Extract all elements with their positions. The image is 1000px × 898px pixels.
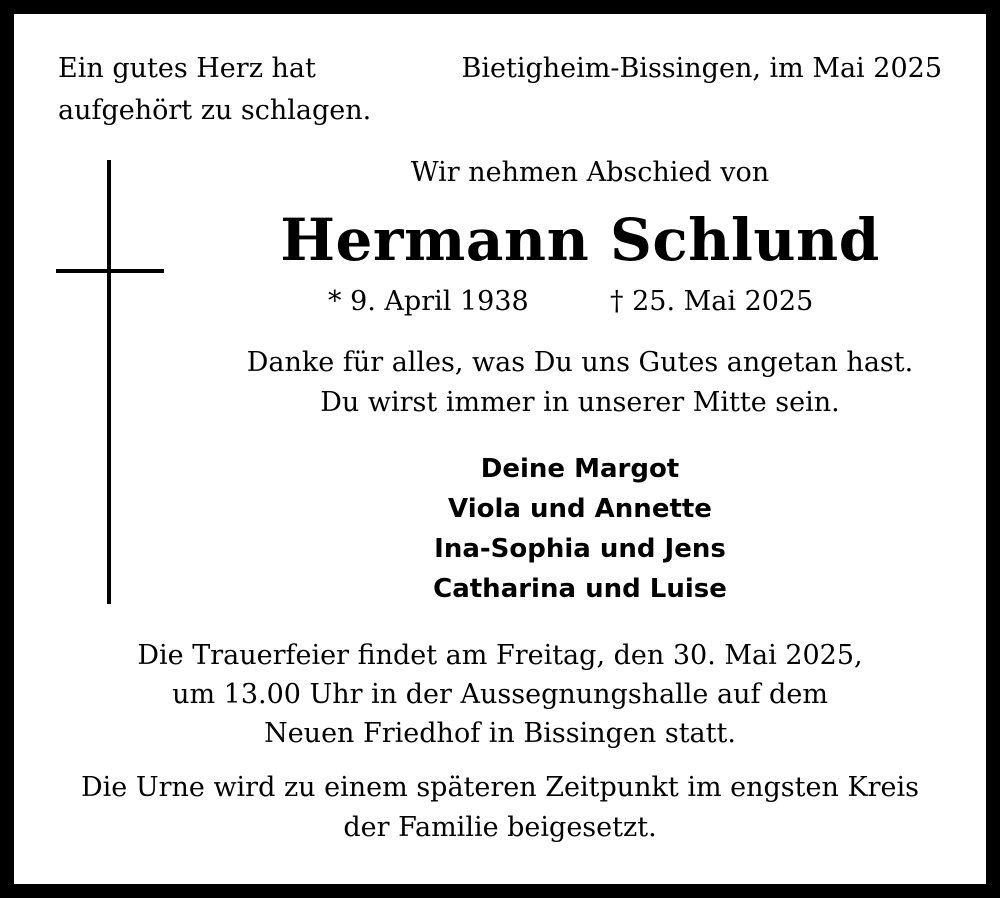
place-date: Bietigheim-Bissingen, im Mai 2025 — [461, 53, 942, 84]
thanks-text — [190, 343, 970, 423]
urn-line-2: der Familie beigesetzt. — [343, 812, 657, 843]
deceased-name: Hermann Schlund — [280, 206, 880, 274]
family-signatures — [330, 449, 830, 609]
service-line-2: um 13.00 Uhr in der Aussegnungshalle auf dem — [172, 679, 828, 710]
birth-date: * 9. April 1938 — [328, 286, 529, 317]
family-line-3: Ina-Sophia und Jens — [434, 534, 726, 564]
thanks-line-1: Danke für alles, was Du uns Gutes angetan hast. — [246, 347, 914, 378]
thanks-line-2: Du wirst immer in unserer Mitte sein. — [320, 387, 840, 418]
cross-icon — [56, 160, 166, 604]
service-line-3: Neuen Friedhof in Bissingen statt. — [264, 718, 736, 749]
motto-line-1: Ein gutes Herz hat — [58, 53, 316, 84]
family-line-1: Deine Margot — [480, 454, 680, 484]
motto-line-2: aufgehört zu schlagen. — [58, 95, 372, 126]
urn-info — [0, 768, 1000, 848]
intro-text: Wir nehmen Abschied von — [410, 157, 770, 188]
family-line-4: Catharina und Luise — [433, 574, 727, 604]
family-line-2: Viola und Annette — [448, 494, 712, 524]
service-info — [0, 636, 1000, 753]
motto — [58, 48, 371, 132]
cross-horizontal-bar — [56, 269, 164, 273]
death-date: † 25. Mai 2025 — [610, 286, 814, 317]
service-line-1: Die Trauerfeier findet am Freitag, den 30. Mai 2025, — [137, 640, 863, 671]
urn-line-1: Die Urne wird zu einem späteren Zeitpunkt im engsten Kreis — [80, 772, 919, 803]
cross-vertical-bar — [107, 160, 111, 604]
